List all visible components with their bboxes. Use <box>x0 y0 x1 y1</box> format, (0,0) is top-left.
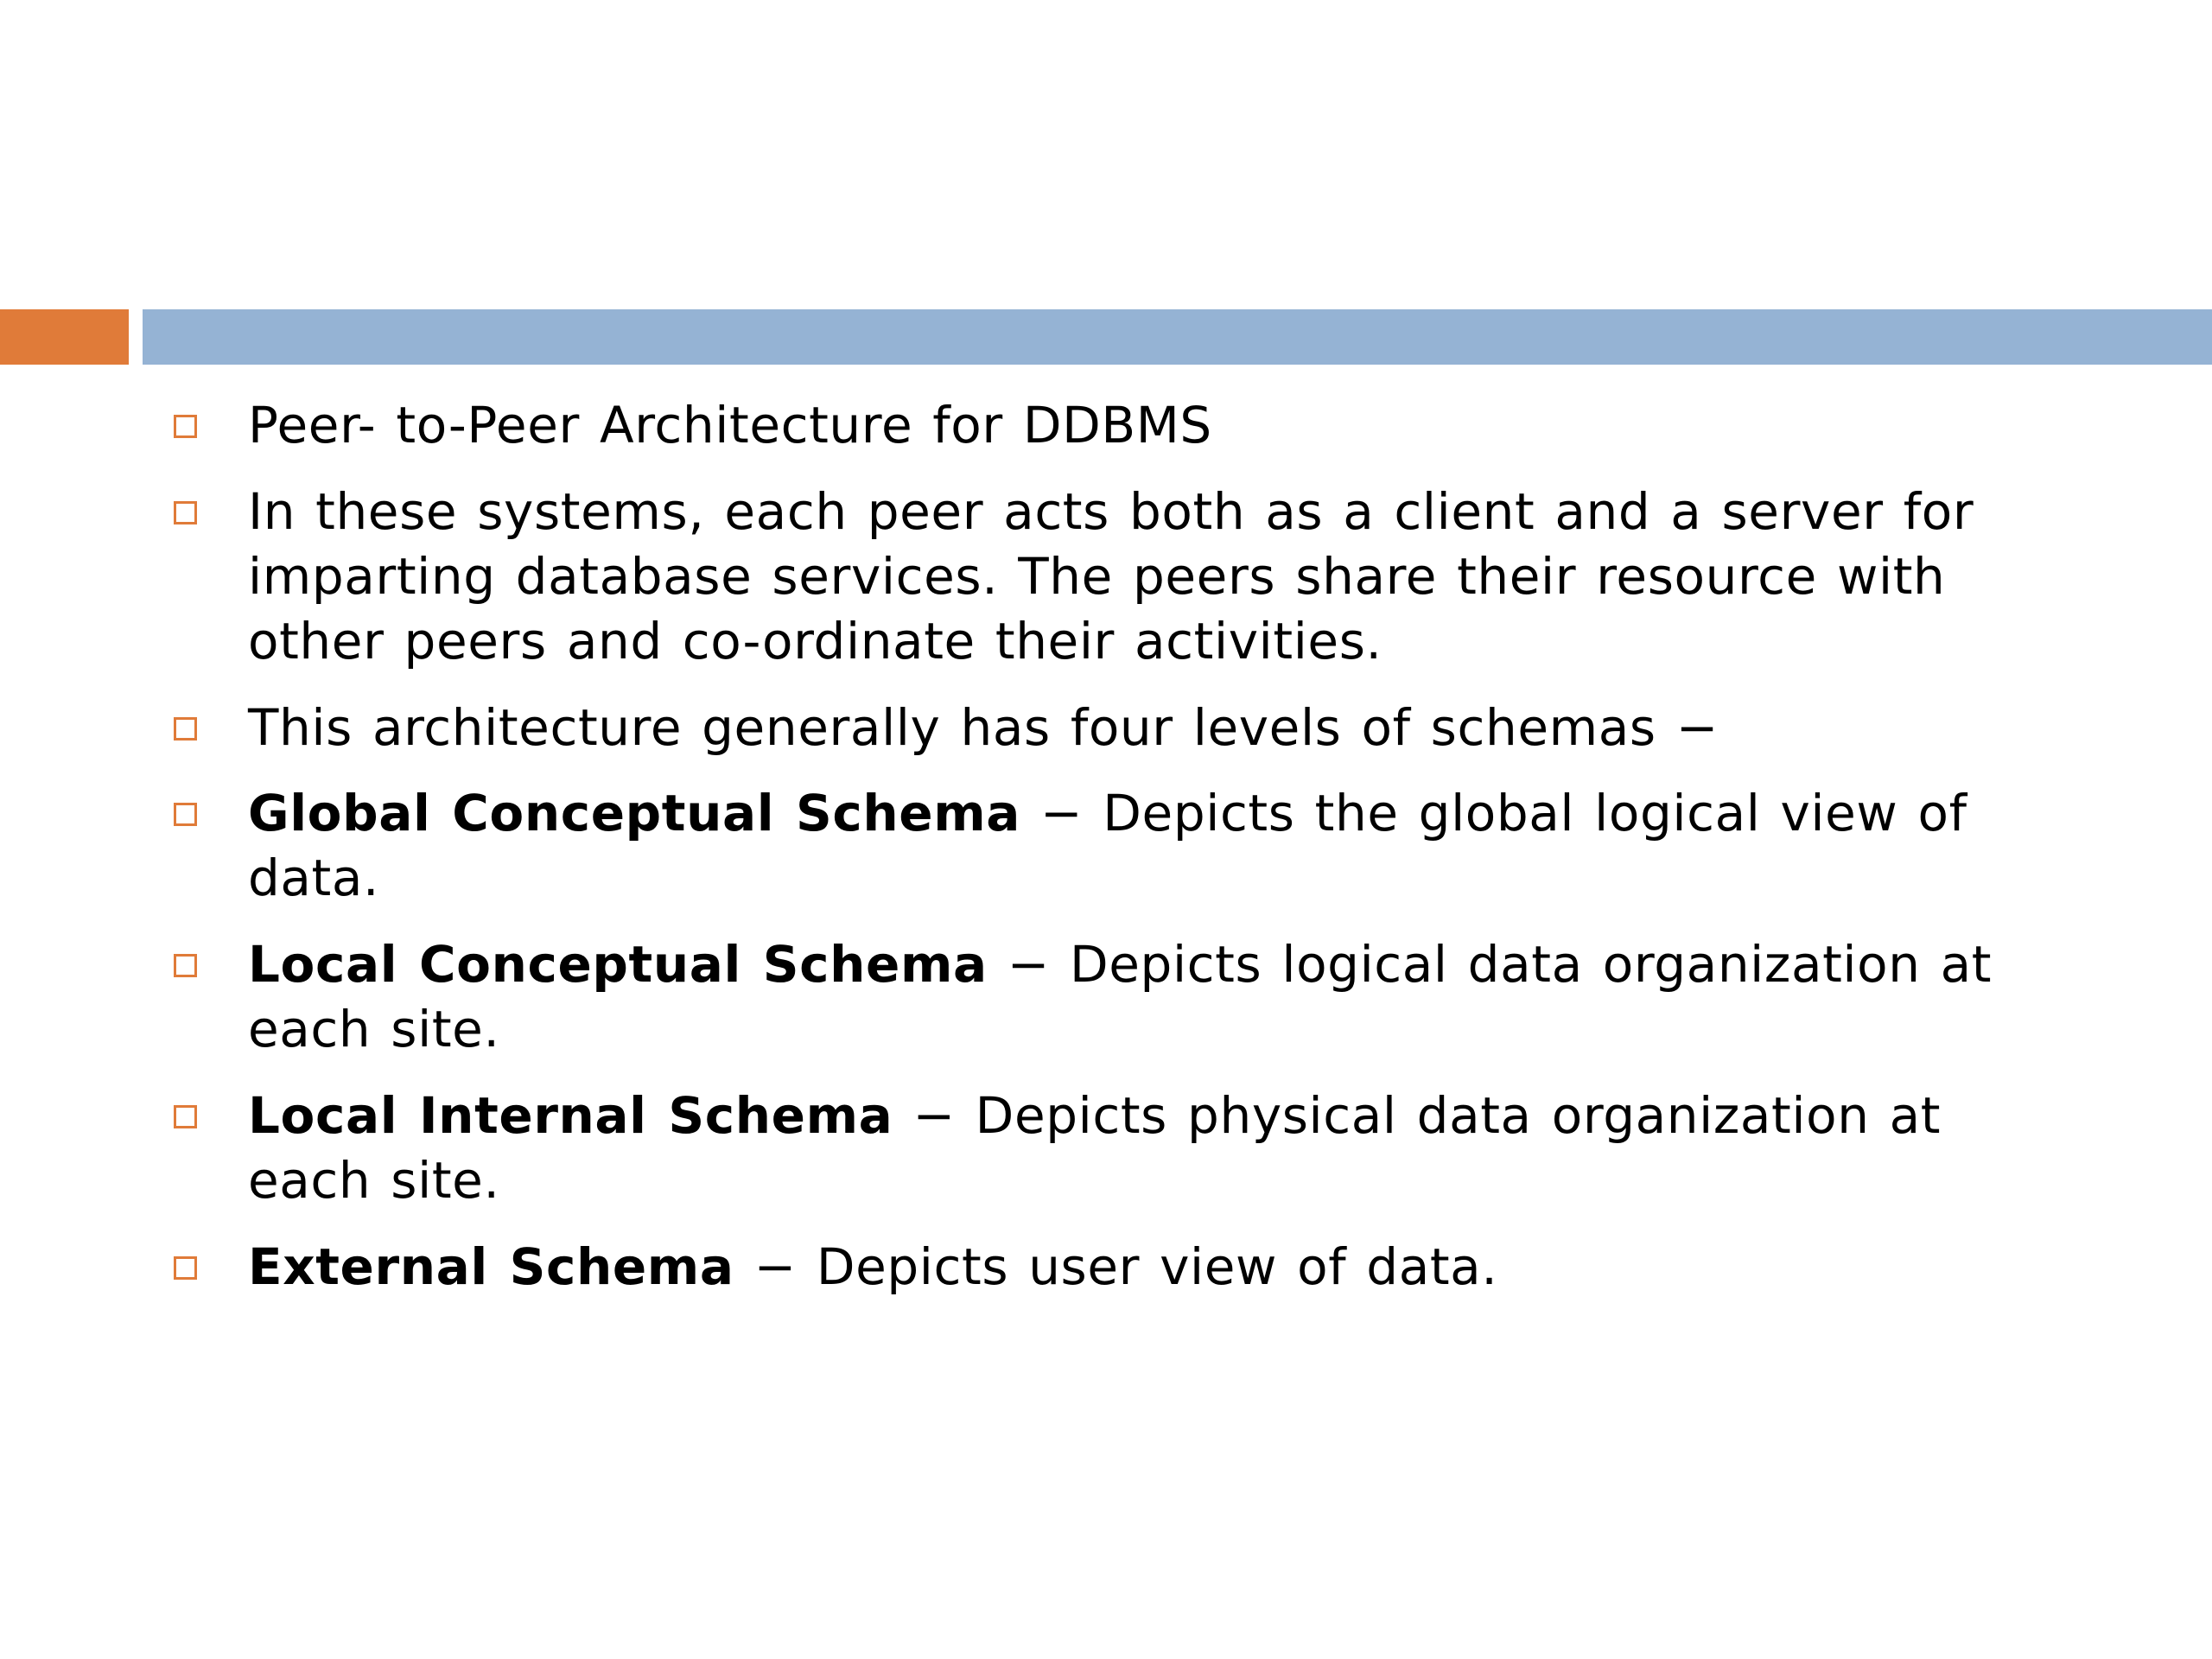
bullet-text <box>248 696 2045 760</box>
bullet-text <box>248 1084 2045 1213</box>
bullet-text <box>248 1235 2045 1300</box>
hollow-square-bullet-icon <box>174 501 197 524</box>
bullet-body: − Depicts the global logical view of data. <box>248 784 1967 907</box>
bullet-bold-term: Local Internal Schema <box>248 1086 893 1145</box>
bullet-text <box>248 781 2045 911</box>
bullet-text <box>248 480 2045 674</box>
bullet-body: − Depicts user view of data. <box>734 1237 1498 1296</box>
bullet-text <box>248 393 2045 458</box>
hollow-square-bullet-icon <box>174 803 197 826</box>
hollow-square-bullet-icon <box>174 954 197 977</box>
bullet-body: − Depicts logical data organization at each site. <box>248 935 1993 1058</box>
bullet-body: Peer- to-Peer Architecture for DDBMS <box>248 396 1212 454</box>
bullet-body: − Depicts physical data organization at each site. <box>248 1086 1942 1210</box>
hollow-square-bullet-icon <box>174 1105 197 1128</box>
hollow-square-bullet-icon <box>174 717 197 741</box>
bullet-body: In these systems, each peer acts both as a client and a server for imparting database services. The peers share their resource with other peers and co-ordinate their activities. <box>248 482 1974 671</box>
hollow-square-bullet-icon <box>174 415 197 438</box>
bullet-body: This architecture generally has four levels of schemas − <box>248 698 1719 757</box>
bullet-text <box>248 932 2045 1062</box>
bullet-bold-term: Global Conceptual Schema <box>248 784 1020 842</box>
bullet-bold-term: Local Conceptual Schema <box>248 935 988 994</box>
hollow-square-bullet-icon <box>174 1256 197 1280</box>
bullet-bold-term: External Schema <box>248 1237 734 1296</box>
